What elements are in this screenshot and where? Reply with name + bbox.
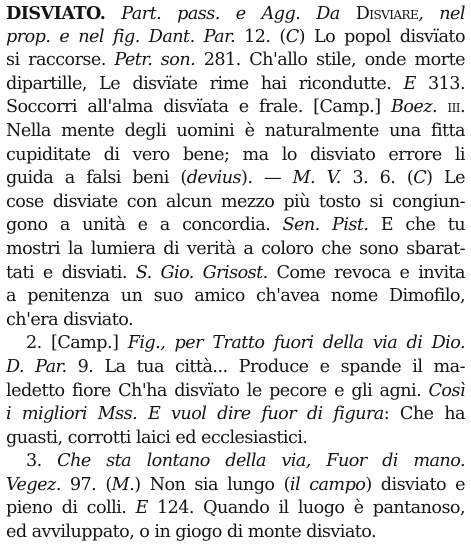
- text-segment: ) Non sia lungo (: [134, 474, 290, 495]
- text-line: [6, 144, 465, 168]
- text-segment: 3. 6. (: [340, 168, 414, 189]
- text-segment: , nel: [418, 4, 465, 24]
- text-line: [6, 427, 465, 451]
- text-segment: S. Gio. Grisost.: [135, 262, 268, 283]
- text-segment: il campo: [289, 474, 366, 495]
- text-line: [6, 521, 465, 545]
- text-line: [6, 167, 465, 191]
- text-segment: cupiditate di vero bene; ma lo disviato errore li: [6, 144, 465, 165]
- text-line: [6, 285, 465, 309]
- text-line: [6, 356, 465, 380]
- text-line: [6, 474, 465, 498]
- text-line: [6, 309, 465, 333]
- text-line: [6, 497, 465, 521]
- text-segment: gono a unità e a concordia.: [6, 215, 283, 236]
- text-segment: 3.: [26, 451, 58, 472]
- text-segment: : Che ha: [383, 404, 465, 425]
- text-segment: tati e disviati.: [6, 262, 136, 283]
- text-segment: Disviare: [355, 4, 419, 24]
- text-segment: i migliori Mss. E vuol dire fuor di figura: [6, 404, 384, 425]
- text-segment: Che sta lontano della via, Fuor di mano.: [57, 451, 465, 472]
- text-segment: E: [403, 73, 416, 94]
- text-segment: Come revoca e invita: [267, 262, 465, 283]
- text-line: [6, 96, 465, 120]
- text-line: [6, 26, 465, 50]
- headword: DISVIATO.: [6, 3, 106, 24]
- text-segment: Nella mente degli uomini è naturalmente una fitta: [6, 120, 465, 141]
- text-segment: Part. pass. e Agg. Da: [105, 4, 356, 24]
- dictionary-entry-disviato: [6, 2, 465, 545]
- text-segment: ) Le: [426, 168, 465, 189]
- text-segment: 313.: [415, 73, 465, 94]
- text-line: [6, 403, 465, 427]
- text-segment: Boez.: [390, 97, 437, 118]
- text-segment: Soccorri all'alma disvïata e frale. [Camp.]: [6, 97, 391, 118]
- text-segment: devius: [186, 168, 242, 189]
- text-segment: ) disviato e: [365, 474, 465, 495]
- text-segment: a penitenza un suo amico ch'avea nome Dimofilo,: [6, 286, 465, 307]
- text-segment: mostri la lumiera di verità a coloro che sono sbarat-: [6, 238, 465, 259]
- text-line: [6, 262, 465, 286]
- text-line: [6, 238, 465, 262]
- text-segment: E: [135, 498, 148, 519]
- text-line: [6, 120, 465, 144]
- text-segment: C: [413, 168, 427, 189]
- text-segment: C: [285, 26, 299, 47]
- text-segment: Sen. Pist.: [282, 215, 369, 236]
- text-line: [6, 73, 465, 97]
- text-line: [6, 380, 465, 404]
- text-segment: ledetto fiore Ch'ha disvïato le pecore e gli agni.: [6, 380, 429, 401]
- text-segment: Vegez.: [6, 474, 61, 495]
- text-segment: Fig., per Tratto fuori della via di Dio.: [127, 333, 465, 354]
- text-segment: prop. e nel fig. Dant. Par.: [6, 26, 236, 47]
- text-line: [6, 332, 465, 356]
- text-segment: M.: [111, 474, 135, 495]
- text-segment: dipartille, Le disvïate rime hai ricondutte.: [6, 73, 404, 94]
- text-segment: 2. [Camp.]: [26, 333, 128, 354]
- text-segment: 9. La tua città... Produce e spande il ma-: [66, 356, 465, 377]
- text-segment: M. V.: [292, 168, 341, 189]
- text-line: [6, 2, 465, 26]
- text-segment: si raccorse.: [6, 50, 115, 71]
- text-line: [6, 450, 465, 474]
- text-segment: D. Par.: [6, 356, 67, 377]
- text-segment: iii.: [436, 97, 465, 118]
- text-segment: 124. Quando il luogo è pantanoso,: [147, 498, 465, 519]
- text-segment: pieno di colli.: [6, 498, 136, 519]
- text-segment: Petr. son.: [114, 50, 196, 71]
- text-segment: guida a falsi beni (: [6, 168, 187, 189]
- text-segment: ed avviluppato, o in giogo di monte disviato.: [6, 522, 377, 543]
- text-segment: 12. (: [235, 26, 286, 47]
- text-segment: 97. (: [60, 474, 112, 495]
- text-segment: ch'era disviato.: [6, 309, 134, 330]
- text-line: [6, 214, 465, 238]
- text-segment: 281. Ch'allo stile, onde morte: [195, 50, 465, 71]
- text-segment: ). —: [241, 168, 293, 189]
- text-segment: Così: [428, 380, 465, 401]
- text-segment: cose disviate con alcun mezzo più tosto si congiun-: [6, 191, 465, 212]
- text-segment: E che tu: [368, 215, 465, 236]
- text-line: [6, 49, 465, 73]
- text-line: [6, 191, 465, 215]
- text-segment: ) Lo popol disvïato: [298, 26, 465, 47]
- text-segment: guasti, corrotti laici ed ecclesiastici.: [6, 427, 308, 448]
